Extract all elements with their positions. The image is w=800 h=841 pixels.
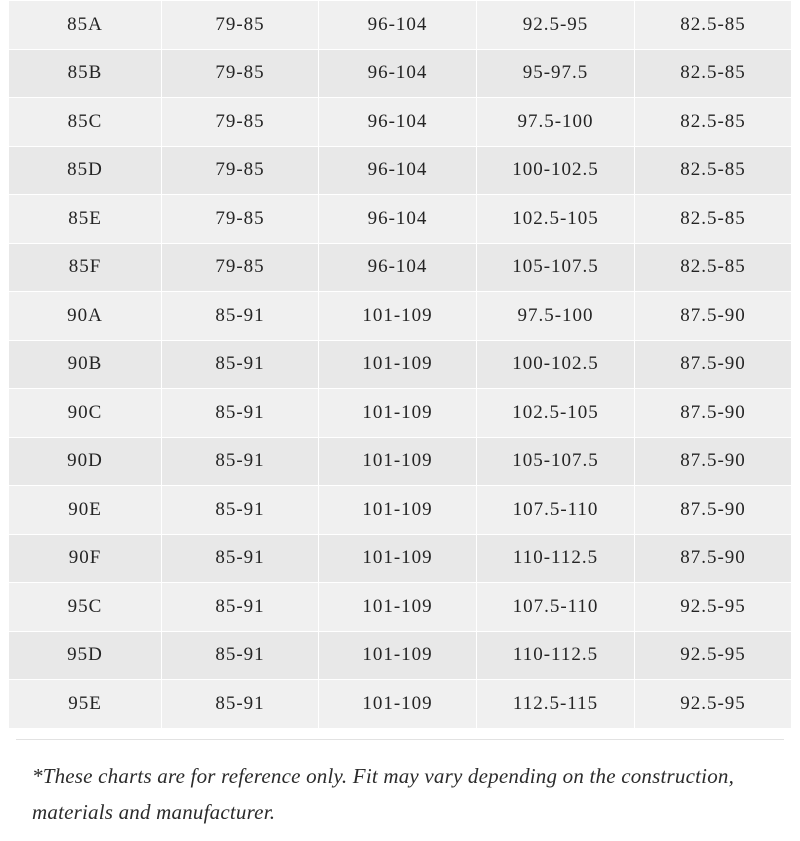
cell-bust: 100-102.5 (477, 340, 635, 389)
cell-band: 87.5-90 (635, 292, 792, 341)
size-chart-body (9, 1, 792, 729)
cell-underbust: 79-85 (162, 195, 319, 244)
cell-underbust: 85-91 (162, 486, 319, 535)
cell-overbust: 96-104 (319, 243, 477, 292)
cell-band: 87.5-90 (635, 534, 792, 583)
table-row (9, 340, 792, 389)
table-row (9, 1, 792, 50)
cell-bust: 100-102.5 (477, 146, 635, 195)
cell-overbust: 101-109 (319, 631, 477, 680)
table-row (9, 389, 792, 438)
cell-band: 82.5-85 (635, 243, 792, 292)
cell-size: 95C (9, 583, 162, 632)
cell-bust: 95-97.5 (477, 49, 635, 98)
cell-overbust: 96-104 (319, 146, 477, 195)
cell-bust: 97.5-100 (477, 292, 635, 341)
cell-bust: 110-112.5 (477, 534, 635, 583)
cell-band: 82.5-85 (635, 195, 792, 244)
footnote-text: *These charts are for reference only. Fit may vary depending on the construction, materials and manufacturer. (32, 758, 768, 832)
cell-overbust: 96-104 (319, 195, 477, 244)
cell-overbust: 101-109 (319, 292, 477, 341)
cell-overbust: 101-109 (319, 389, 477, 438)
cell-bust: 102.5-105 (477, 389, 635, 438)
cell-underbust: 85-91 (162, 631, 319, 680)
table-row (9, 583, 792, 632)
cell-underbust: 85-91 (162, 340, 319, 389)
table-row (9, 437, 792, 486)
cell-underbust: 85-91 (162, 583, 319, 632)
cell-underbust: 85-91 (162, 437, 319, 486)
cell-size: 95E (9, 680, 162, 729)
cell-overbust: 96-104 (319, 49, 477, 98)
table-row (9, 243, 792, 292)
table-row (9, 631, 792, 680)
cell-size: 95D (9, 631, 162, 680)
cell-size: 85D (9, 146, 162, 195)
cell-band: 87.5-90 (635, 486, 792, 535)
cell-size: 90B (9, 340, 162, 389)
table-row (9, 292, 792, 341)
cell-underbust: 79-85 (162, 49, 319, 98)
cell-size: 85B (9, 49, 162, 98)
cell-bust: 97.5-100 (477, 98, 635, 147)
cell-size: 90A (9, 292, 162, 341)
footnote-section (16, 739, 784, 841)
cell-underbust: 85-91 (162, 680, 319, 729)
cell-band: 82.5-85 (635, 98, 792, 147)
cell-bust: 105-107.5 (477, 243, 635, 292)
table-row (9, 146, 792, 195)
cell-overbust: 96-104 (319, 98, 477, 147)
cell-underbust: 85-91 (162, 389, 319, 438)
table-row (9, 195, 792, 244)
cell-bust: 112.5-115 (477, 680, 635, 729)
cell-overbust: 101-109 (319, 680, 477, 729)
cell-size: 85E (9, 195, 162, 244)
cell-band: 87.5-90 (635, 340, 792, 389)
cell-size: 90E (9, 486, 162, 535)
cell-band: 87.5-90 (635, 437, 792, 486)
cell-band: 92.5-95 (635, 680, 792, 729)
cell-overbust: 101-109 (319, 534, 477, 583)
cell-size: 85A (9, 1, 162, 50)
cell-band: 82.5-85 (635, 146, 792, 195)
table-row (9, 49, 792, 98)
cell-overbust: 101-109 (319, 583, 477, 632)
cell-bust: 105-107.5 (477, 437, 635, 486)
cell-band: 82.5-85 (635, 49, 792, 98)
table-row (9, 98, 792, 147)
cell-size: 90F (9, 534, 162, 583)
cell-band: 82.5-85 (635, 1, 792, 50)
cell-underbust: 79-85 (162, 1, 319, 50)
cell-size: 90D (9, 437, 162, 486)
cell-band: 87.5-90 (635, 389, 792, 438)
cell-overbust: 96-104 (319, 1, 477, 50)
cell-bust: 92.5-95 (477, 1, 635, 50)
cell-underbust: 79-85 (162, 98, 319, 147)
cell-bust: 110-112.5 (477, 631, 635, 680)
cell-band: 92.5-95 (635, 631, 792, 680)
cell-underbust: 85-91 (162, 534, 319, 583)
cell-bust: 107.5-110 (477, 583, 635, 632)
table-row (9, 680, 792, 729)
cell-size: 85F (9, 243, 162, 292)
cell-overbust: 101-109 (319, 486, 477, 535)
cell-overbust: 101-109 (319, 437, 477, 486)
cell-underbust: 79-85 (162, 146, 319, 195)
table-row (9, 534, 792, 583)
cell-band: 92.5-95 (635, 583, 792, 632)
cell-underbust: 79-85 (162, 243, 319, 292)
cell-overbust: 101-109 (319, 340, 477, 389)
cell-size: 90C (9, 389, 162, 438)
cell-underbust: 85-91 (162, 292, 319, 341)
cell-bust: 107.5-110 (477, 486, 635, 535)
cell-bust: 102.5-105 (477, 195, 635, 244)
size-chart-table (8, 0, 792, 729)
table-row (9, 486, 792, 535)
cell-size: 85C (9, 98, 162, 147)
